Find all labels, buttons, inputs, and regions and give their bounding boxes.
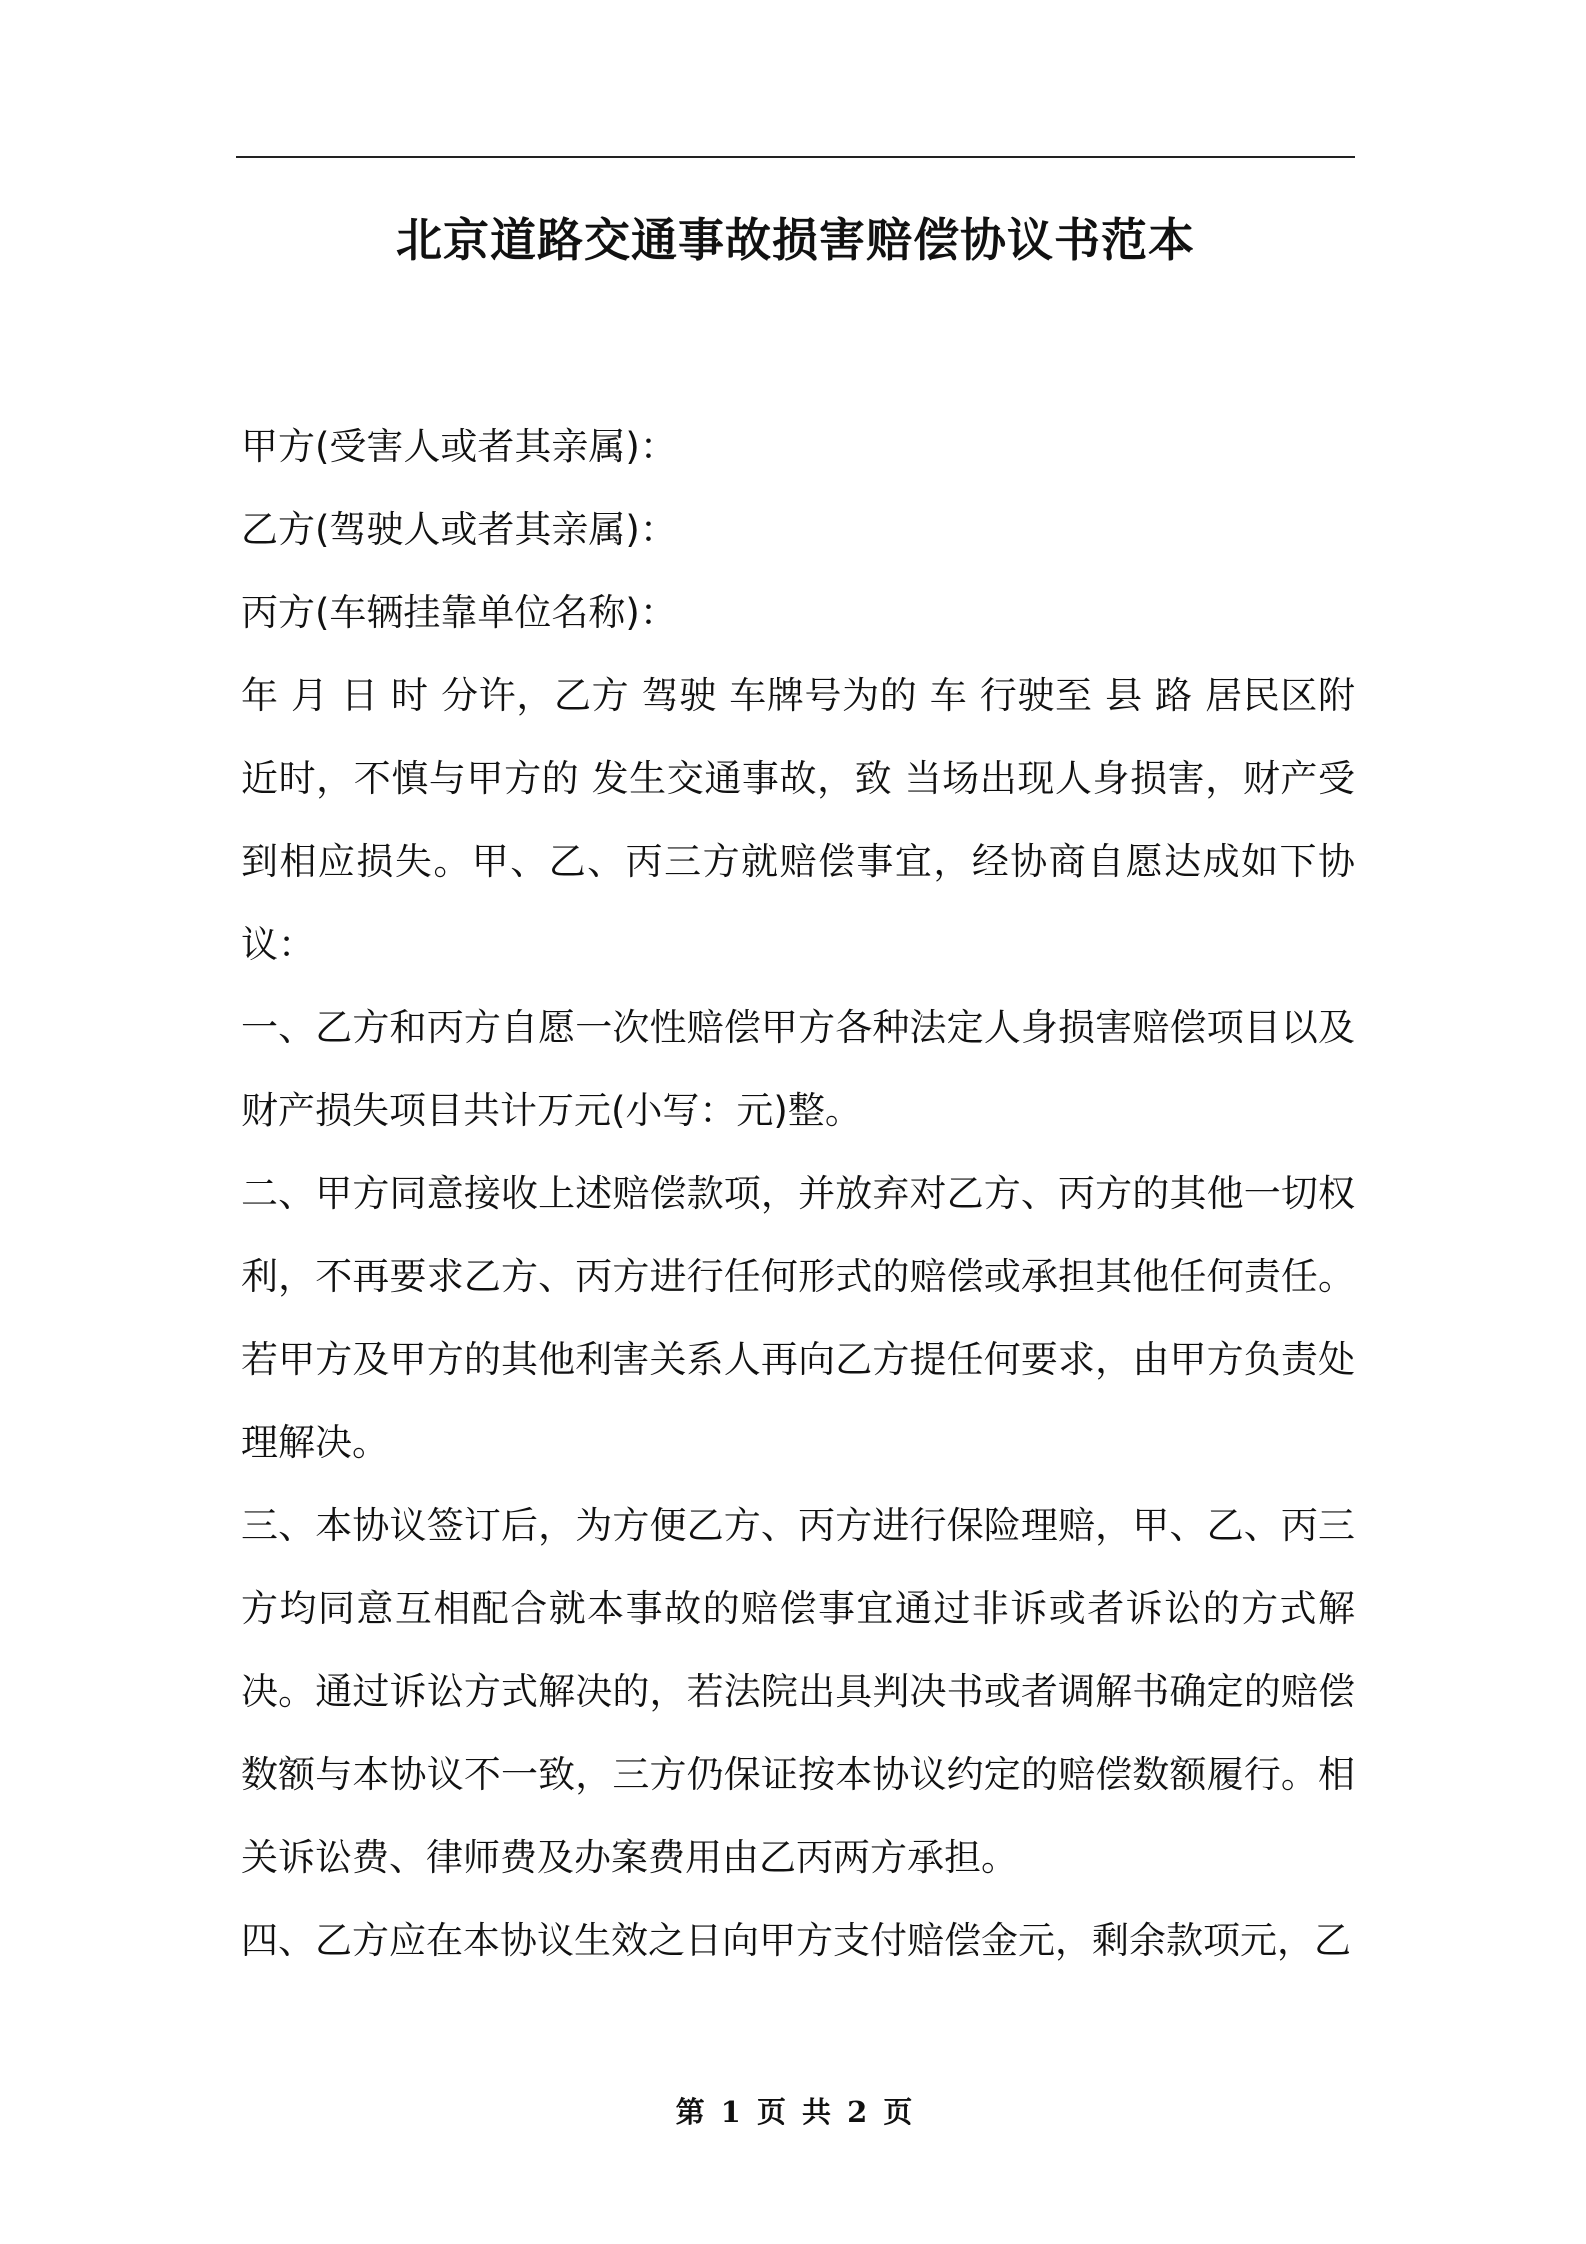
party-b-line: 乙方(驾驶人或者其亲属)： bbox=[241, 508, 677, 551]
clause-4-paragraph: 四、乙方应在本协议生效之日向甲方支付赔偿金元，剩余款项元，乙 bbox=[241, 1919, 1351, 1962]
header-rule bbox=[236, 156, 1355, 158]
party-c-line: 丙方(车辆挂靠单位名称)： bbox=[241, 591, 677, 634]
clause-2-paragraph: 二、甲方同意接收上述赔偿款项，并放弃对乙方、丙方的其他一切权利，不再要求乙方、丙方进行任何形式的赔偿或承担其他任何责任。若甲方及甲方的其他利害关系人再向乙方提任何要求，由甲方负责处理解决。 bbox=[241, 1172, 1355, 1464]
page-number-footer: 第 1 页 共 2 页 bbox=[675, 2095, 916, 2129]
clause-3-paragraph: 三、本协议签订后，为方便乙方、丙方进行保险理赔，甲、乙、丙三方均同意互相配合就本事故的赔偿事宜通过非诉或者诉讼的方式解决。通过诉讼方式解决的，若法院出具判决书或者调解书确定的赔偿数额与本协议不一致，三方仍保证按本协议约定的赔偿数额履行。相关诉讼费、律师费及办案费用由乙丙两方承担。 bbox=[241, 1504, 1355, 1879]
clause-1-paragraph: 一、乙方和丙方自愿一次性赔偿甲方各种法定人身损害赔偿项目以及财产损失项目共计万元(小写：元)整。 bbox=[241, 1006, 1355, 1132]
document-title: 北京道路交通事故损害赔偿协议书范本 bbox=[396, 213, 1195, 267]
party-a-line: 甲方(受害人或者其亲属)： bbox=[241, 425, 677, 468]
document-body bbox=[241, 405, 1355, 1982]
accident-description-paragraph: 年 月 日 时 分许，乙方 驾驶 车牌号为的 车 行驶至 县 路 居民区附近时，不慎与甲方的 发生交通事故，致 当场出现人身损害，财产受到相应损失。甲、乙、丙三方就赔偿事宜，经协商自愿达成如下协议： bbox=[241, 674, 1355, 966]
